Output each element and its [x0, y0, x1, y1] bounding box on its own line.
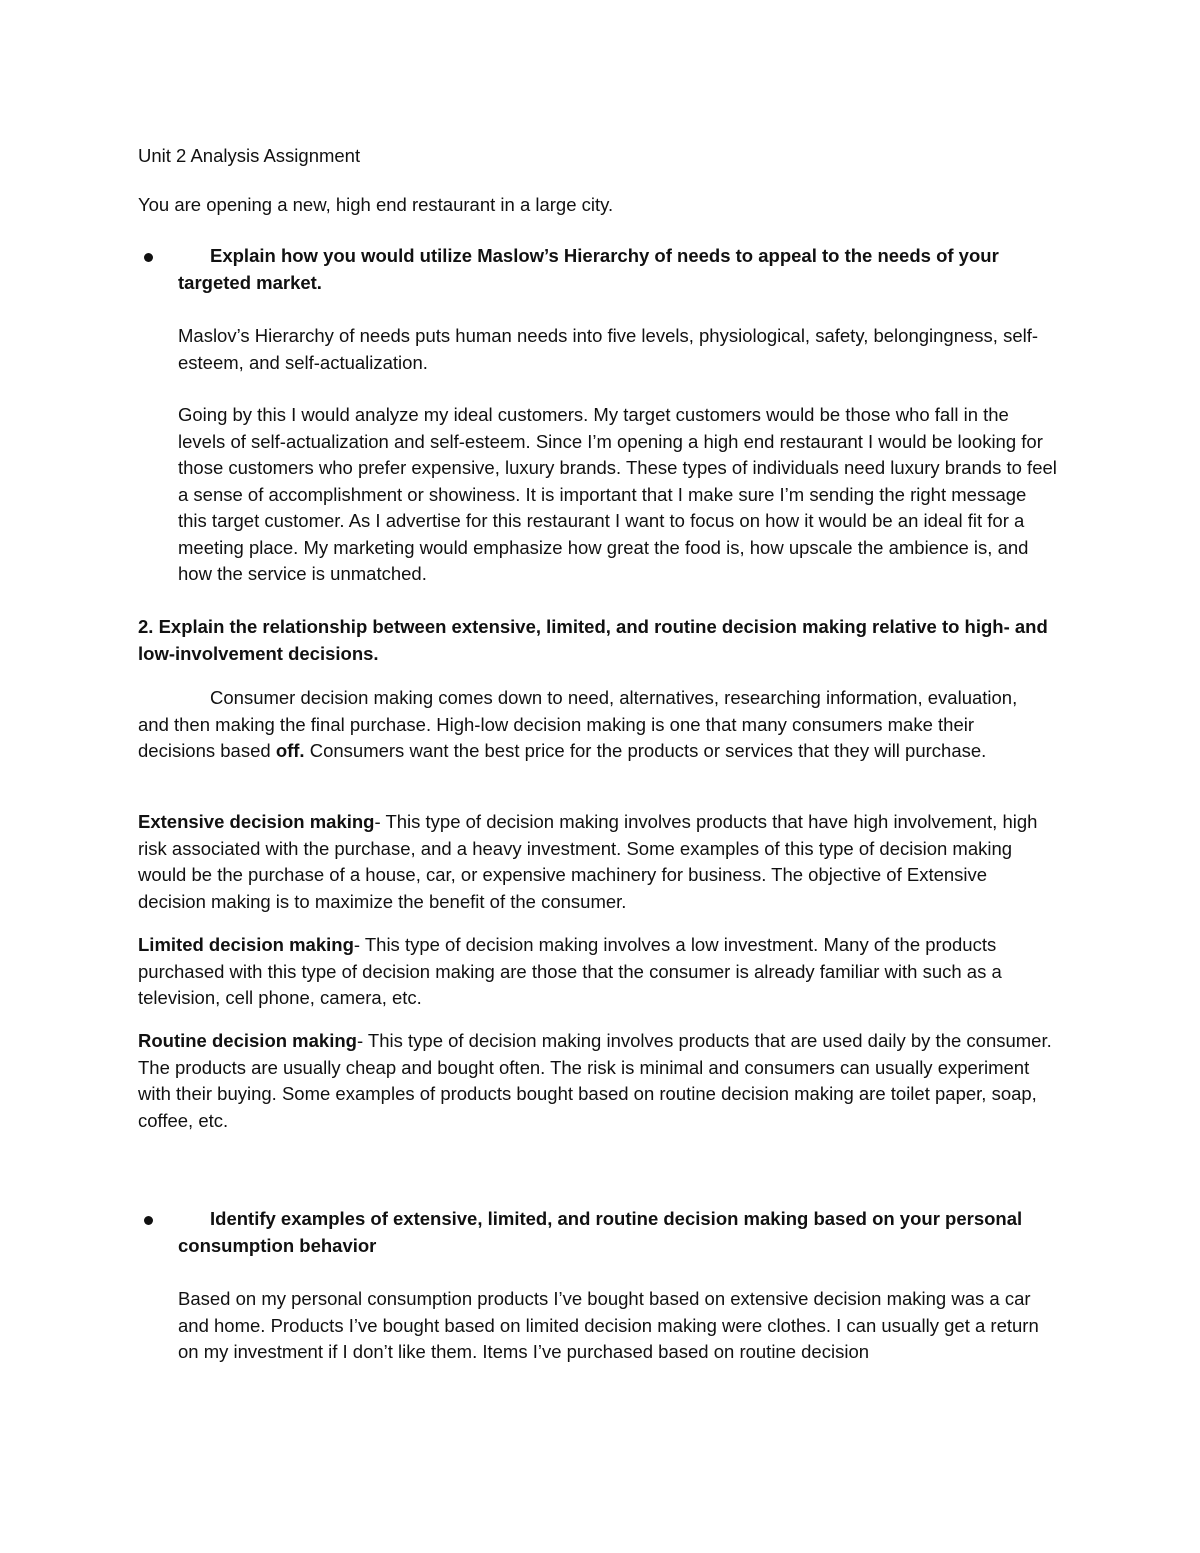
assignment-intro: You are opening a new, high end restaurant in a large city.: [138, 194, 614, 215]
routine-text: - This type of decision making involves products that are used daily by the consumer. The products are usually cheap and bought often. The risk is minimal and consumers can usually experiment with their buying. Some examples of products bought based on routine decision making are toilet paper, soap, coffee, etc.: [138, 1030, 1052, 1131]
q2-intro-bold: off.: [275, 740, 305, 761]
q3-paragraph-1: Based on my personal consumption products I’ve bought based on extensive decision making was a car and home. Products I’ve bought based on limited decision making were clothes. I can usually get a return on my investment if I don’t like them. Items I’ve purchased based on routine decision: [178, 1288, 1039, 1362]
q2-intro-paragraph: [138, 685, 1053, 765]
question-3: [138, 1206, 1058, 1259]
routine-paragraph: [138, 1028, 1053, 1134]
question-1: [138, 243, 1058, 296]
question-3-text: Identify examples of extensive, limited, and routine decision making based on your personal consumption behavior: [178, 1208, 1023, 1256]
limited-text: - This type of decision making involves a low investment. Many of the products purchased with this type of decision making are those that the consumer is already familiar with such as a television, cell phone, camera, etc.: [138, 934, 1002, 1008]
routine-label: Routine decision making: [138, 1030, 357, 1051]
q2-intro-b: Consumers want the best price for the products or services that they will purchase.: [304, 740, 987, 761]
q2-intro-a: Consumer decision making comes down to need, alternatives, researching information, evaluation, and then making the final purchase. High-low decision making is one that many consumers make their decisions based: [138, 687, 1018, 761]
bullet-icon: [144, 1216, 153, 1225]
limited-paragraph: [138, 932, 1053, 1012]
q1-paragraph-2: Going by this I would analyze my ideal customers. My target customers would be those who fall in the levels of self-actualization and self-esteem. Since I’m opening a high end restaurant I would be looking for those customers who prefer expensive, luxury brands. These types of individuals need luxury brands to feel a sense of accomplishment or showiness. It is important that I make sure I’m sending the right message this target customer. As I advertise for this restaurant I want to focus on how it would be an ideal fit for a meeting place. My marketing would emphasize how great the food is, how upscale the ambience is, and how the service is unmatched.: [178, 404, 1057, 584]
extensive-paragraph: [138, 809, 1053, 915]
document-title: Unit 2 Analysis Assignment: [138, 145, 361, 166]
extensive-label: Extensive decision making: [138, 811, 375, 832]
q1-paragraph-1: Maslov’s Hierarchy of needs puts human needs into five levels, physiological, safety, belongingness, self-esteem, and self-actualization.: [178, 325, 1039, 373]
question-1-text: Explain how you would utilize Maslow’s Hierarchy of needs to appeal to the needs of your targeted market.: [178, 245, 999, 293]
extensive-text: - This type of decision making involves products that have high involvement, high risk associated with the purchase, and a heavy investment. Some examples of this type of decision making would be the purchase of a house, car, or expensive machinery for business. The objective of Extensive decision making is to maximize the benefit of the consumer.: [138, 811, 1038, 912]
bullet-icon: [144, 253, 153, 262]
question-2-text: 2. Explain the relationship between extensive, limited, and routine decision making relative to high- and low-involvement decisions.: [138, 616, 1048, 664]
limited-label: Limited decision making: [138, 934, 354, 955]
